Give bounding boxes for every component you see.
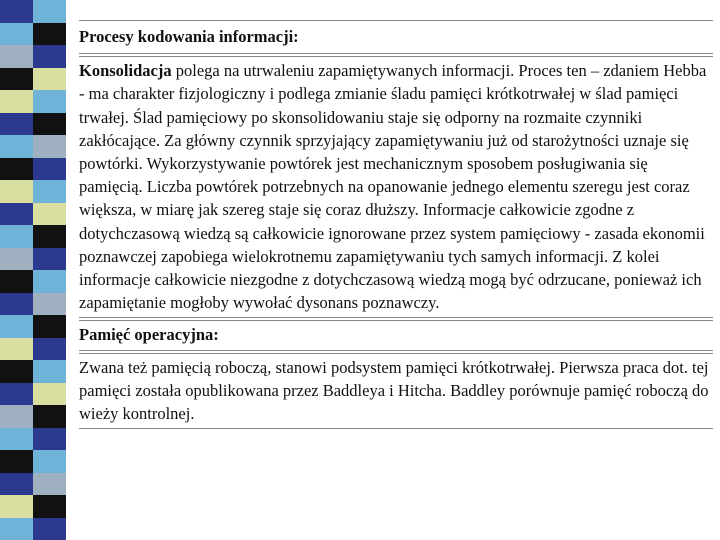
paragraph-working-memory <box>79 353 713 430</box>
stripe-right-block <box>33 428 66 451</box>
stripe-left-block <box>0 203 33 226</box>
stripe-right-block <box>33 68 66 91</box>
stripe-right-block <box>33 450 66 473</box>
stripe-right-block <box>33 180 66 203</box>
decorative-stripe <box>0 0 70 540</box>
stripe-right-block <box>33 315 66 338</box>
stripe-right-block <box>33 45 66 68</box>
stripe-right-block <box>33 113 66 136</box>
stripe-right-column <box>33 0 66 540</box>
stripe-left-block <box>0 360 33 383</box>
stripe-right-block <box>33 293 66 316</box>
slide-content <box>79 20 713 431</box>
stripe-left-block <box>0 270 33 293</box>
stripe-left-block <box>0 90 33 113</box>
stripe-right-block <box>33 270 66 293</box>
stripe-left-block <box>0 135 33 158</box>
stripe-right-block <box>33 23 66 46</box>
paragraph-consolidation-text: polega na utrwaleniu zapamiętywanych informacji. Proces ten – zdaniem Hebba - ma charakter fizjologiczny i podlega zmianie śladu pamięci krótkotrwałej w ślad pamięci trwałej. Ślad pamięciowy po skonsolidowaniu staje się odporny na rozmaite czynniki zakłócające. Za główny czynnik sprzyjający zapamiętywaniu już od starożytności uznaje się powtórki. Wykorzystywanie powtórek jest mechanicznym sposobem posługiwania się pamięcią. Liczba powtórek potrzebnych na opanowanie jednego elementu szeregu jest coraz większa, w miarę jak szereg staje się coraz dłuższy. Informacje całkowicie zgodne z dotychczasową wiedzą są całkowicie ignorowane przez system pamięciowy - zasada ekonomii poznawczej zapobiega wielokrotnemu zapamiętywaniu tych samych informacji. Z kolei informacje całkowicie niezgodne z dotychczasową wiedzą mogą być odrzucane, ponieważ ich zapamiętanie mogłoby wywołać dysonans poznawczy. <box>79 61 707 313</box>
stripe-left-block <box>0 225 33 248</box>
stripe-left-block <box>0 338 33 361</box>
section-title-working-memory: Pamięć operacyjna: <box>79 320 713 350</box>
stripe-right-block <box>33 473 66 496</box>
stripe-right-block <box>33 338 66 361</box>
stripe-right-block <box>33 135 66 158</box>
stripe-right-block <box>33 360 66 383</box>
section-title-encoding: Procesy kodowania informacji: <box>79 20 713 54</box>
stripe-right-block <box>33 158 66 181</box>
stripe-left-block <box>0 113 33 136</box>
stripe-left-block <box>0 518 33 540</box>
stripe-left-block <box>0 405 33 428</box>
stripe-right-block <box>33 225 66 248</box>
stripe-left-block <box>0 158 33 181</box>
stripe-left-column <box>0 0 33 540</box>
stripe-left-block <box>0 45 33 68</box>
stripe-left-block <box>0 495 33 518</box>
stripe-right-block <box>33 405 66 428</box>
stripe-right-block <box>33 518 66 540</box>
stripe-right-block <box>33 248 66 271</box>
stripe-left-block <box>0 293 33 316</box>
stripe-left-block <box>0 0 33 23</box>
stripe-right-block <box>33 203 66 226</box>
stripe-left-block <box>0 383 33 406</box>
stripe-right-block <box>33 0 66 23</box>
stripe-left-block <box>0 180 33 203</box>
paragraph-working-memory-text: Zwana też pamięcią roboczą, stanowi podsystem pamięci krótkotrwałej. Pierwsza praca dot. tej pamięci została opublikowana przez Baddleya i Hitcha. Baddley porównuje pamięć roboczą do wieży kontrolnej. <box>79 357 709 424</box>
stripe-left-block <box>0 450 33 473</box>
stripe-right-block <box>33 90 66 113</box>
stripe-left-block <box>0 315 33 338</box>
stripe-left-block <box>0 473 33 496</box>
stripe-left-block <box>0 68 33 91</box>
stripe-left-block <box>0 23 33 46</box>
paragraph-consolidation <box>79 56 713 318</box>
stripe-left-block <box>0 428 33 451</box>
term-consolidation: Konsolidacja <box>79 61 172 81</box>
stripe-left-block <box>0 248 33 271</box>
stripe-right-block <box>33 495 66 518</box>
stripe-right-block <box>33 383 66 406</box>
